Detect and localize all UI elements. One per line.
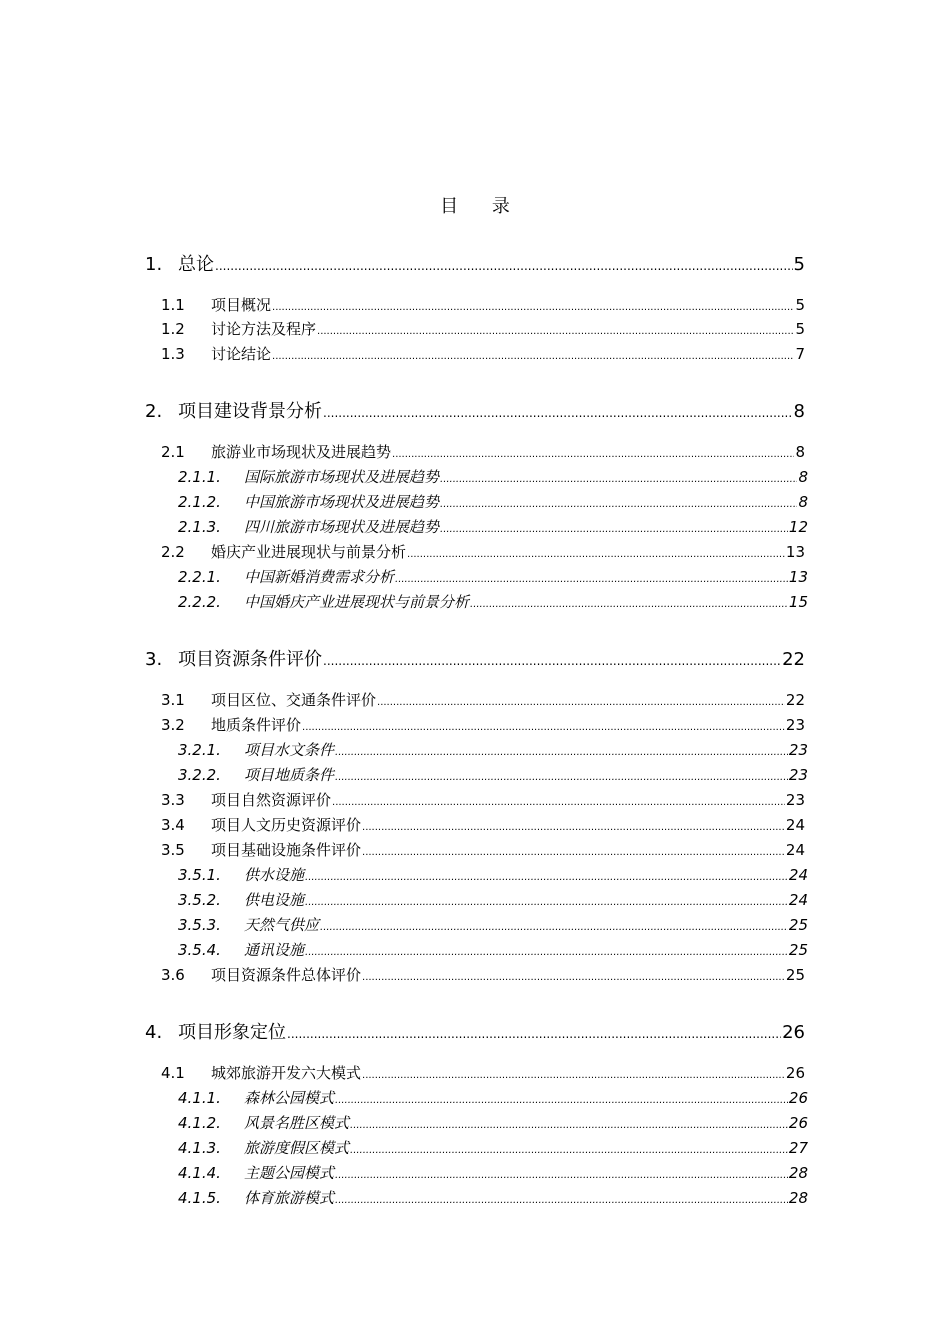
toc-dot-leader — [287, 1021, 781, 1046]
toc-dot-leader — [215, 253, 793, 278]
toc-entry-number: 2.2.2. — [178, 593, 221, 611]
toc-dot-leader — [470, 594, 788, 613]
toc-entry-level3[interactable] — [178, 864, 808, 886]
toc-entry-page: 24 — [788, 891, 808, 909]
toc-entry-page: 8 — [793, 401, 805, 422]
toc-entry-title: 婚庆产业进展现状与前景分析 — [211, 543, 407, 561]
toc-entry-title: 旅游业市场现状及进展趋势 — [211, 443, 392, 461]
toc-entry-page: 8 — [798, 468, 808, 486]
toc-entry-number: 3.5.3. — [178, 916, 221, 934]
toc-dot-leader — [272, 346, 794, 365]
toc-entry-level3[interactable] — [178, 1187, 808, 1209]
toc-entry-title: 主题公园模式 — [244, 1164, 335, 1182]
toc-entry-level2[interactable] — [161, 689, 805, 711]
toc-dot-leader — [377, 692, 785, 711]
toc-entry-number: 2.1 — [161, 443, 185, 461]
toc-entry-level2[interactable] — [161, 839, 805, 861]
toc-entry-level3[interactable] — [178, 1162, 808, 1184]
toc-dot-leader — [392, 444, 794, 463]
toc-dot-leader — [362, 1065, 785, 1084]
toc-entry-level3[interactable] — [178, 566, 808, 588]
toc-entry-level2[interactable] — [161, 1062, 805, 1084]
toc-entry-page: 24 — [785, 841, 805, 859]
toc-entry-number: 4. — [145, 1022, 163, 1043]
toc-entry-page: 27 — [788, 1139, 808, 1157]
toc-entry-page: 13 — [788, 568, 808, 586]
toc-dot-leader — [407, 544, 785, 563]
toc-dot-leader — [362, 817, 785, 836]
toc-entry-level1[interactable] — [145, 647, 805, 673]
toc-entry-page: 22 — [782, 649, 805, 670]
toc-entry-level2[interactable] — [161, 318, 805, 340]
toc-entry-number: 4.1.4. — [178, 1164, 221, 1182]
toc-entry-level2[interactable] — [161, 294, 805, 316]
toc-entry-title: 旅游度假区模式 — [244, 1139, 350, 1157]
toc-dot-leader — [335, 1165, 788, 1184]
toc-entry-page: 24 — [788, 866, 808, 884]
toc-dot-leader — [323, 400, 793, 425]
toc-entry-number: 1.3 — [161, 345, 185, 363]
toc-dot-leader — [305, 942, 788, 961]
toc-entry-title: 森林公园模式 — [244, 1089, 335, 1107]
toc-entry-title: 项目资源条件评价 — [178, 649, 322, 670]
toc-entry-title: 项目区位、交通条件评价 — [211, 691, 377, 709]
toc-dot-leader — [350, 1115, 788, 1134]
toc-entry-page: 25 — [788, 941, 808, 959]
toc-entry-page: 26 — [782, 1022, 805, 1043]
toc-entry-page: 12 — [788, 518, 808, 536]
toc-entry-level3[interactable] — [178, 914, 808, 936]
toc-entry-title: 地质条件评价 — [211, 716, 302, 734]
toc-entry-title: 项目基础设施条件评价 — [211, 841, 362, 859]
toc-entry-number: 4.1.5. — [178, 1189, 221, 1207]
toc-dot-leader — [440, 469, 797, 488]
toc-entry-number: 4.1 — [161, 1064, 185, 1082]
toc-entry-number: 3.2.2. — [178, 766, 221, 784]
toc-entry-number: 2.1.2. — [178, 493, 221, 511]
toc-dot-leader — [335, 1190, 788, 1209]
toc-entry-page: 5 — [795, 296, 805, 314]
toc-entry-number: 2.2 — [161, 543, 185, 561]
toc-entry-page: 5 — [795, 320, 805, 338]
toc-entry-number: 3.2.1. — [178, 741, 221, 759]
toc-entry-level2[interactable] — [161, 441, 805, 463]
toc-dot-leader — [302, 717, 785, 736]
toc-entry-page: 26 — [788, 1114, 808, 1132]
toc-entry-title: 项目概况 — [211, 296, 272, 314]
toc-entry-level2[interactable] — [161, 714, 805, 736]
toc-dot-leader — [323, 648, 781, 673]
toc-entry-level3[interactable] — [178, 939, 808, 961]
toc-entry-title: 中国新婚消费需求分析 — [244, 568, 395, 586]
toc-entry-level2[interactable] — [161, 343, 805, 365]
toc-dot-leader — [362, 967, 785, 986]
toc-entry-title: 项目资源条件总体评价 — [211, 966, 362, 984]
toc-entry-page: 7 — [795, 345, 805, 363]
toc-entry-level2[interactable] — [161, 814, 805, 836]
toc-entry-level3[interactable] — [178, 764, 808, 786]
toc-entry-page: 5 — [793, 254, 805, 275]
toc-entry-title: 总论 — [178, 254, 214, 275]
toc-entry-level3[interactable] — [178, 591, 808, 613]
toc-entry-page: 23 — [788, 766, 808, 784]
toc-entry-number: 4.1.1. — [178, 1089, 221, 1107]
toc-entry-page: 8 — [798, 493, 808, 511]
toc-entry-title: 风景名胜区模式 — [244, 1114, 350, 1132]
toc-dot-leader — [305, 892, 788, 911]
toc-dot-leader — [395, 569, 788, 588]
toc-entry-level3[interactable] — [178, 516, 808, 538]
toc-entry-number: 1.1 — [161, 296, 185, 314]
toc-entry-page: 23 — [785, 716, 805, 734]
toc-dot-leader — [272, 297, 794, 316]
toc-entry-page: 24 — [785, 816, 805, 834]
toc-entry-page: 22 — [785, 691, 805, 709]
toc-entry-number: 3.4 — [161, 816, 185, 834]
toc-entry-title: 天然气供应 — [244, 916, 320, 934]
toc-entry-page: 25 — [785, 966, 805, 984]
toc-entry-number: 4.1.3. — [178, 1139, 221, 1157]
toc-dot-leader — [305, 867, 788, 886]
toc-entry-title: 通讯设施 — [244, 941, 305, 959]
toc-entry-page: 15 — [788, 593, 808, 611]
toc-entry-level2[interactable] — [161, 789, 805, 811]
toc-dot-leader — [332, 792, 785, 811]
toc-entry-number: 3.1 — [161, 691, 185, 709]
toc-entry-page: 28 — [788, 1164, 808, 1182]
toc-entry-page: 8 — [795, 443, 805, 461]
toc-entry-title: 供电设施 — [244, 891, 305, 909]
toc-entry-level2[interactable] — [161, 964, 805, 986]
toc-entry-title: 项目形象定位 — [178, 1022, 286, 1043]
toc-entry-page: 13 — [785, 543, 805, 561]
toc-entry-number: 1.2 — [161, 320, 185, 338]
toc-entry-level3[interactable] — [178, 889, 808, 911]
toc-entry-title: 国际旅游市场现状及进展趋势 — [244, 468, 440, 486]
toc-entry-level3[interactable] — [178, 491, 808, 513]
toc-entry-page: 23 — [785, 791, 805, 809]
toc-entry-number: 3. — [145, 649, 163, 670]
toc-entry-title: 项目地质条件 — [244, 766, 335, 784]
toc-dot-leader — [440, 519, 788, 538]
toc-entry-level1[interactable] — [145, 399, 805, 425]
toc-entry-title: 供水设施 — [244, 866, 305, 884]
toc-title: 目 录 — [440, 196, 524, 217]
toc-entry-page: 26 — [785, 1064, 805, 1082]
toc-entry-page: 28 — [788, 1189, 808, 1207]
toc-entry-page: 26 — [788, 1089, 808, 1107]
toc-entry-title: 中国婚庆产业进展现状与前景分析 — [244, 593, 470, 611]
toc-entry-level3[interactable] — [178, 1112, 808, 1134]
toc-entry-number: 3.5.2. — [178, 891, 221, 909]
toc-entry-page: 25 — [788, 916, 808, 934]
toc-entry-number: 3.5.4. — [178, 941, 221, 959]
toc-entry-number: 3.5.1. — [178, 866, 221, 884]
toc-entry-level3[interactable] — [178, 1087, 808, 1109]
toc-dot-leader — [335, 767, 788, 786]
toc-entry-number: 2.1.1. — [178, 468, 221, 486]
toc-entry-number: 3.6 — [161, 966, 185, 984]
toc-dot-leader — [317, 321, 794, 340]
toc-dot-leader — [335, 742, 788, 761]
toc-entry-title: 四川旅游市场现状及进展趋势 — [244, 518, 440, 536]
toc-dot-leader — [440, 494, 797, 513]
toc-entry-number: 3.5 — [161, 841, 185, 859]
toc-entry-title: 讨论方法及程序 — [211, 320, 317, 338]
toc-entry-number: 2. — [145, 401, 163, 422]
toc-entry-level2[interactable] — [161, 541, 805, 563]
toc-entry-number: 3.3 — [161, 791, 185, 809]
toc-entry-title: 中国旅游市场现状及进展趋势 — [244, 493, 440, 511]
toc-entry-number: 4.1.2. — [178, 1114, 221, 1132]
toc-dot-leader — [320, 917, 788, 936]
toc-entry-level1[interactable] — [145, 1020, 805, 1046]
toc-entry-level3[interactable] — [178, 739, 808, 761]
toc-entry-title: 项目人文历史资源评价 — [211, 816, 362, 834]
toc-dot-leader — [350, 1140, 788, 1159]
toc-entry-level3[interactable] — [178, 1137, 808, 1159]
toc-entry-number: 2.2.1. — [178, 568, 221, 586]
toc-entry-title: 项目自然资源评价 — [211, 791, 332, 809]
toc-entry-title: 体育旅游模式 — [244, 1189, 335, 1207]
toc-entry-title: 项目建设背景分析 — [178, 401, 322, 422]
toc-entry-number: 1. — [145, 254, 163, 275]
toc-entry-level1[interactable] — [145, 252, 805, 278]
toc-entry-level3[interactable] — [178, 466, 808, 488]
toc-entry-page: 23 — [788, 741, 808, 759]
toc-entry-title: 城郊旅游开发六大模式 — [211, 1064, 362, 1082]
toc-dot-leader — [335, 1090, 788, 1109]
toc-entry-number: 3.2 — [161, 716, 185, 734]
toc-entry-title: 讨论结论 — [211, 345, 272, 363]
toc-entry-title: 项目水文条件 — [244, 741, 335, 759]
toc-dot-leader — [362, 842, 785, 861]
toc-entry-number: 2.1.3. — [178, 518, 221, 536]
